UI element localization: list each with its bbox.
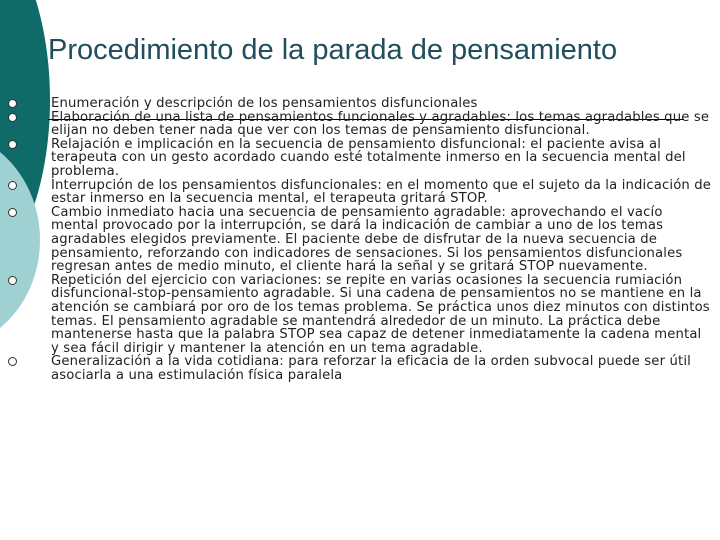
- list-item-text: Generalización a la vida cotidiana: para reforzar la eficacia de la orden subvocal puede ser útil asociarla a una estimulación física paralela: [51, 354, 691, 383]
- list-item-text: Relajación e implicación en la secuencia de pensamiento disfuncional: el paciente avisa al terapeuta con un gesto acordado cuando esté totalmente inmerso en la secuencia mental del problema.: [51, 136, 686, 179]
- list-item-text: Elaboración de una lista de pensamientos funcionales y agradables: los temas agradables que se elijan no deben tener nada que ver con los temas de pensamiento disfuncional.: [51, 109, 710, 139]
- hollow-circle-bullet-icon: [8, 357, 17, 366]
- hollow-circle-bullet-icon: [8, 113, 17, 122]
- hollow-circle-bullet-icon: [8, 276, 17, 285]
- list-item-text: Enumeración y descripción de los pensamientos disfuncionales: [51, 96, 478, 111]
- list-item: [0, 111, 712, 138]
- list-item: [0, 97, 712, 111]
- list-item: [0, 274, 712, 356]
- hollow-circle-bullet-icon: [8, 181, 17, 190]
- list-item: [0, 355, 712, 382]
- hollow-circle-bullet-icon: [8, 140, 17, 149]
- list-item-text: Cambio inmediato hacia una secuencia de pensamiento agradable: aprovechando el vacío mental provocado por la interrupción, se dará la indicación de cambiar a uno de los temas agradables elegidos previamente. El paciente debe de disfrutar de la nueva secuencia de pensamiento, reforzando con indicadores de sensaciones. Si los pensamientos disfuncionales regresan antes de medio minuto, el cliente hará la señal y se gritará STOP nuevamente.: [51, 204, 683, 275]
- list-item: [0, 206, 712, 274]
- list-item-text: Interrupción de los pensamientos disfuncionales: en el momento que el sujeto da la indicación de estar inmerso en la secuencia mental, el terapeuta gritará STOP.: [51, 177, 712, 207]
- list-item: [0, 179, 712, 206]
- list-item-text: Repetición del ejercicio con variaciones: se repite en varias ocasiones la secuencia rumiación disfuncional-stop-pensamiento agradable. Si una cadena de pensamientos no se mantiene en la atención se cambiará por oro de los temas problema. Se práctica unos diez minutos con distintos temas. El pensamiento agradable se mantendrá alrededor de un minuto. La práctica debe mantenerse hasta que la palabra STOP sea capaz de detener inmediatamente la cadena mental y sea fácil dirigir y mantener la atención en un tema agradable.: [51, 272, 710, 356]
- hollow-circle-bullet-icon: [8, 208, 17, 217]
- bullet-list: [0, 97, 712, 382]
- list-item: [0, 138, 712, 179]
- slide-title: Procedimiento de la parada de pensamiento: [48, 34, 618, 66]
- hollow-circle-bullet-icon: [8, 99, 17, 108]
